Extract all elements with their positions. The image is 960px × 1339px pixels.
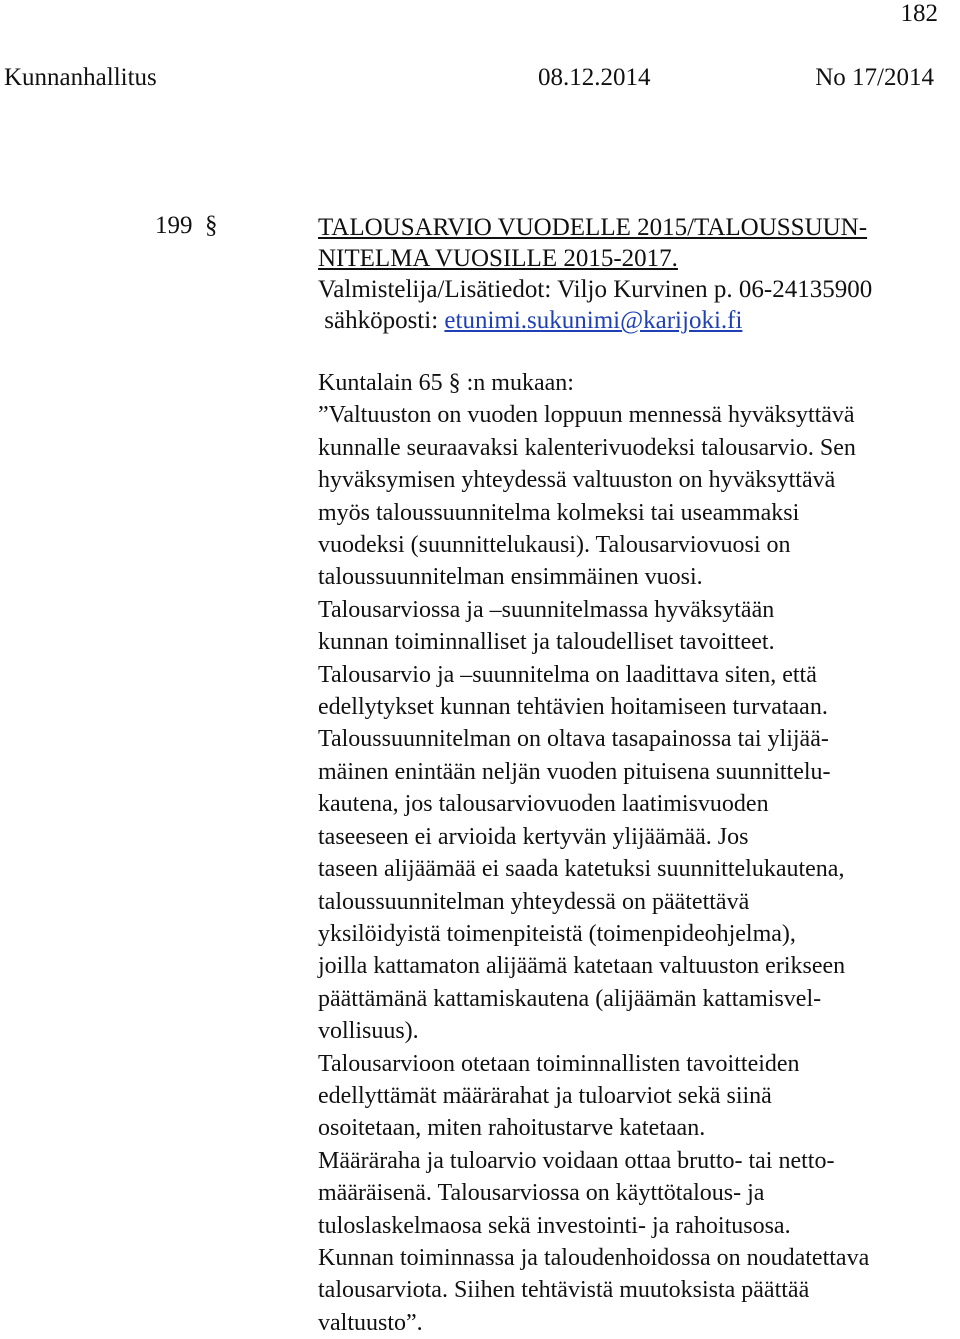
section-title-block bbox=[318, 212, 948, 336]
body-line: Määräraha ja tuloarvio voidaan ottaa brutto- tai netto- bbox=[318, 1147, 835, 1174]
preparer-line: Valmistelija/Lisätiedot: Viljo Kurvinen p. 06-24135900 bbox=[318, 276, 873, 303]
body-line: talousarviota. Siihen tehtävistä muutoksista päättää bbox=[318, 1277, 810, 1304]
header-body: Kunnanhallitus bbox=[4, 64, 157, 91]
header-number: No 17/2014 bbox=[815, 64, 934, 91]
section-title-line: NITELMA VUOSILLE 2015-2017. bbox=[318, 245, 678, 272]
body-line: taseen alijäämää ei saada katetuksi suunnittelukautena, bbox=[318, 856, 845, 883]
body-line: taloussuunnitelman yhteydessä on päätettävä bbox=[318, 888, 750, 915]
email-line bbox=[318, 305, 948, 336]
body-line: Taloussuunnitelman on oltava tasapainossa tai ylijää- bbox=[318, 726, 829, 753]
body-line: hyväksymisen yhteydessä valtuuston on hyväksyttävä bbox=[318, 467, 836, 494]
body-line: myös taloussuunnitelma kolmeksi tai useammaksi bbox=[318, 499, 800, 526]
header-date: 08.12.2014 bbox=[538, 64, 651, 91]
body-line: joilla kattamaton alijäämä katetaan valtuuston erikseen bbox=[318, 953, 846, 980]
body-line: taloussuunnitelman ensimmäinen vuosi. bbox=[318, 564, 703, 591]
body-line: ”Valtuuston on vuoden loppuun mennessä hyväksyttävä bbox=[318, 402, 855, 429]
body-line: Talousarvio ja –suunnitelma on laadittava siten, että bbox=[318, 661, 817, 688]
email-link[interactable]: etunimi.sukunimi@karijoki.fi bbox=[444, 307, 743, 334]
document-header bbox=[4, 64, 934, 96]
body-line: Talousarviossa ja –suunnitelmassa hyväksytään bbox=[318, 596, 775, 623]
section-symbol: § bbox=[205, 212, 218, 239]
section-title-line: TALOUSARVIO VUODELLE 2015/TALOUSSUUN- bbox=[318, 214, 868, 241]
body-line: kautena, jos talousarviovuoden laatimisvuoden bbox=[318, 791, 769, 818]
body-line: määräisenä. Talousarviossa on käyttötalous- ja bbox=[318, 1180, 765, 1207]
body-line: päättämänä kattamiskautena (alijäämän kattamisvel- bbox=[318, 985, 822, 1012]
email-label: sähköposti: bbox=[324, 307, 439, 334]
body-line: kunnan toiminnalliset ja taloudelliset tavoitteet. bbox=[318, 629, 775, 656]
body-line: yksilöidyistä toimenpiteistä (toimenpideohjelma), bbox=[318, 920, 796, 947]
body-line: tuloslaskelmaosa sekä investointi- ja rahoitusosa. bbox=[318, 1212, 791, 1239]
body-line: vuodeksi (suunnittelukausi). Talousarviovuosi on bbox=[318, 532, 791, 559]
body-line: vollisuus). bbox=[318, 1018, 419, 1045]
body-line: mäinen enintään neljän vuoden pituisena suunnittelu- bbox=[318, 758, 831, 785]
body-text bbox=[318, 367, 958, 1339]
section-number: 199 bbox=[155, 212, 193, 239]
body-line: edellytykset kunnan tehtävien hoitamiseen turvataan. bbox=[318, 694, 828, 721]
body-line: edellyttämät määrärahat ja tuloarviot sekä siinä bbox=[318, 1082, 772, 1109]
body-line: taseeseen ei arvioida kertyvän ylijäämää. Jos bbox=[318, 823, 749, 850]
page-number: 182 bbox=[900, 0, 938, 27]
body-line: Kunnan toiminnassa ja taloudenhoidossa on noudatettava bbox=[318, 1244, 870, 1271]
body-line: kunnalle seuraavaksi kalenterivuodeksi talousarvio. Sen bbox=[318, 434, 856, 461]
body-line: Kuntalain 65 § :n mukaan: bbox=[318, 370, 574, 396]
body-line: valtuusto”. bbox=[318, 1309, 423, 1336]
body-line: Talousarvioon otetaan toiminnallisten tavoitteiden bbox=[318, 1050, 800, 1077]
body-line: osoitetaan, miten rahoitustarve katetaan. bbox=[318, 1115, 706, 1142]
